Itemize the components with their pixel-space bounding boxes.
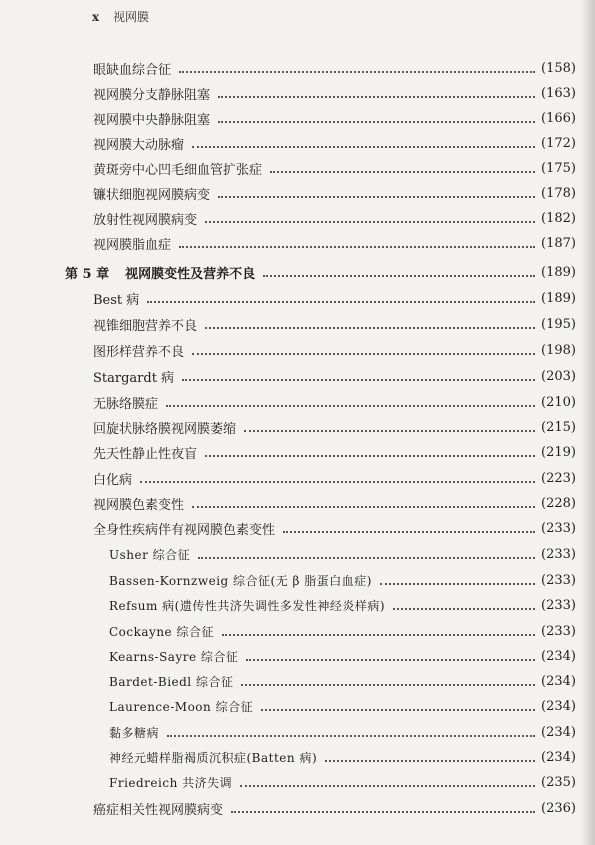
toc-entry-title: 放射性视网膜病变 [93,212,198,228]
toc-entry-title: 先天性静止性夜盲 [93,446,198,462]
dot-leader [218,107,535,123]
toc-entry-page: (198) [541,342,576,358]
toc-entry-page: (203) [541,368,576,384]
toc-subentry[interactable] [109,695,576,717]
toc-entry-page: (234) [541,749,576,765]
dot-leader [222,620,535,636]
toc-entry-page: (223) [541,470,576,486]
toc-entry-title: 黄斑旁中心凹毛细血管扩张症 [93,162,263,178]
toc-entry-page: (187) [541,235,576,251]
toc-entry-title: 眼缺血综合征 [93,62,172,78]
dot-leader [205,441,535,457]
toc-subentry[interactable] [109,543,576,565]
toc-entry-page: (233) [541,623,576,639]
toc-subentry[interactable] [109,721,576,743]
dot-leader [270,157,535,173]
dot-leader [198,543,535,559]
toc-entry-title: Best 病 [93,292,140,308]
dot-leader [182,365,535,381]
toc-entry-page: (233) [541,520,576,536]
dot-leader [241,670,535,686]
toc-entry-page: (210) [541,394,576,410]
toc-entry-title: 视网膜大动脉瘤 [93,137,185,153]
toc-entry-page: (215) [541,419,576,435]
toc-entry-title: 镰状细胞视网膜病变 [93,187,211,203]
toc-entry[interactable] [93,313,576,335]
toc-subentry-title: Kearns-Sayre 综合征 [109,649,239,664]
toc-entry-page: (235) [541,774,576,790]
toc-entry-title: 回旋状脉络膜视网膜萎缩 [93,421,237,437]
dot-leader [179,232,535,248]
toc-subentry-title: 神经元蜡样脂褐质沉积症(Batten 病) [109,750,318,765]
toc-entry-title: 无脉络膜症 [93,396,159,412]
toc-entry[interactable] [93,441,576,463]
dot-leader [179,57,535,73]
toc-entry[interactable] [93,107,576,129]
toc-entry-page: (234) [541,698,576,714]
running-header [92,8,149,25]
dot-leader [261,695,535,711]
toc-subentry[interactable] [109,771,576,793]
toc-entry[interactable] [93,416,576,438]
toc-subentry[interactable] [109,569,576,591]
dot-leader [283,517,535,533]
dot-leader [231,797,535,813]
toc-entry-title: 图形样营养不良 [93,344,185,360]
toc-entry-title: 白化病 [93,472,133,488]
toc-entry-page: (163) [541,85,576,101]
toc-entry-page: (228) [541,495,576,511]
toc-entry[interactable] [93,207,576,229]
toc-entry[interactable] [93,182,576,204]
toc-entry-page: (234) [541,724,576,740]
book-title: 视网膜 [112,10,149,24]
toc-entry[interactable] [93,365,576,387]
toc-entry-page: (178) [541,185,576,201]
toc-entry[interactable] [93,157,576,179]
toc-entry-title: 视网膜脂血症 [93,237,172,253]
chapter-number: 第 5 章 [65,266,110,282]
toc-subentry-title: Bardet-Biedl 综合征 [109,674,234,689]
toc-entry[interactable] [93,82,576,104]
toc-subentry-title: Cockayne 综合征 [109,624,214,639]
toc-subentry-title: Bassen-Kornzweig 综合征(无 β 脂蛋白血症) [109,573,372,588]
dot-leader [380,569,535,585]
toc-entry-title: 全身性疾病伴有视网膜色素变性 [93,522,276,538]
toc-subentry-title: 黏多糖病 [109,725,160,740]
toc-entry-page: (195) [541,316,576,332]
toc-entry-title: 视网膜分支静脉阻塞 [93,87,211,103]
dot-leader [147,287,535,303]
toc-subentry[interactable] [109,670,576,692]
dot-leader [393,594,535,610]
toc-entry-page: (233) [541,597,576,613]
toc-entry[interactable] [93,232,576,254]
toc-subentry[interactable] [109,746,576,768]
toc-entry[interactable] [93,132,576,154]
dot-leader [192,492,535,508]
toc-entry-page: (234) [541,673,576,689]
dot-leader [205,207,535,223]
toc-entry[interactable] [93,467,576,489]
dot-leader [263,261,535,277]
dot-leader [244,416,535,432]
dot-leader [140,467,535,483]
toc-entry-page: (158) [541,60,576,76]
toc-subentry-title: Refsum 病(遗传性共济失调性多发性神经炎样病) [109,598,386,613]
toc-subentry-title: Friedreich 共济失调 [109,775,233,790]
toc-entry-page: (236) [541,800,576,816]
dot-leader [167,721,535,737]
toc-entry[interactable] [93,339,576,361]
toc-entry-page: (166) [541,110,576,126]
toc-subentry[interactable] [109,620,576,642]
toc-entry-page: (233) [541,572,576,588]
toc-entry-page: (233) [541,546,576,562]
toc-entry[interactable] [93,57,576,79]
toc-entry-page: (189) [541,290,576,306]
dot-leader [192,132,535,148]
chapter-title: 视网膜变性及营养不良 [125,266,256,282]
toc-entry[interactable] [93,391,576,413]
toc-entry-page: (219) [541,444,576,460]
toc-entry-title: 视网膜中央静脉阻塞 [93,112,211,128]
page-edge-shadow [581,0,595,845]
toc-subentry-title: Laurence-Moon 综合征 [109,699,254,714]
dot-leader [205,313,535,329]
dot-leader [192,339,535,355]
toc-subentry[interactable] [109,594,576,616]
dot-leader [218,182,535,198]
dot-leader [166,391,535,407]
toc-entry[interactable] [93,797,576,819]
toc-entry-title: 视网膜色素变性 [93,497,185,513]
toc-entry-page: (175) [541,160,576,176]
dot-leader [246,645,535,661]
toc-entry-page: (189) [541,264,576,280]
toc-entry[interactable] [93,287,576,309]
toc-entry-page: (234) [541,648,576,664]
toc-entry-page: (182) [541,210,576,226]
toc-entry-page: (172) [541,135,576,151]
toc-entry-title: 视锥细胞营养不良 [93,318,198,334]
dot-leader [240,771,535,787]
toc-entry-title: 癌症相关性视网膜病变 [93,802,224,818]
page-number-roman: x [92,10,100,24]
toc-subentry[interactable] [109,645,576,667]
toc-subentry-title: Usher 综合征 [109,547,191,562]
toc-chapter-entry[interactable] [65,261,576,283]
toc-entry-title: Stargardt 病 [93,370,175,386]
toc-entry[interactable] [93,492,576,514]
dot-leader [325,746,535,762]
toc-entry[interactable] [93,517,576,539]
dot-leader [218,82,535,98]
